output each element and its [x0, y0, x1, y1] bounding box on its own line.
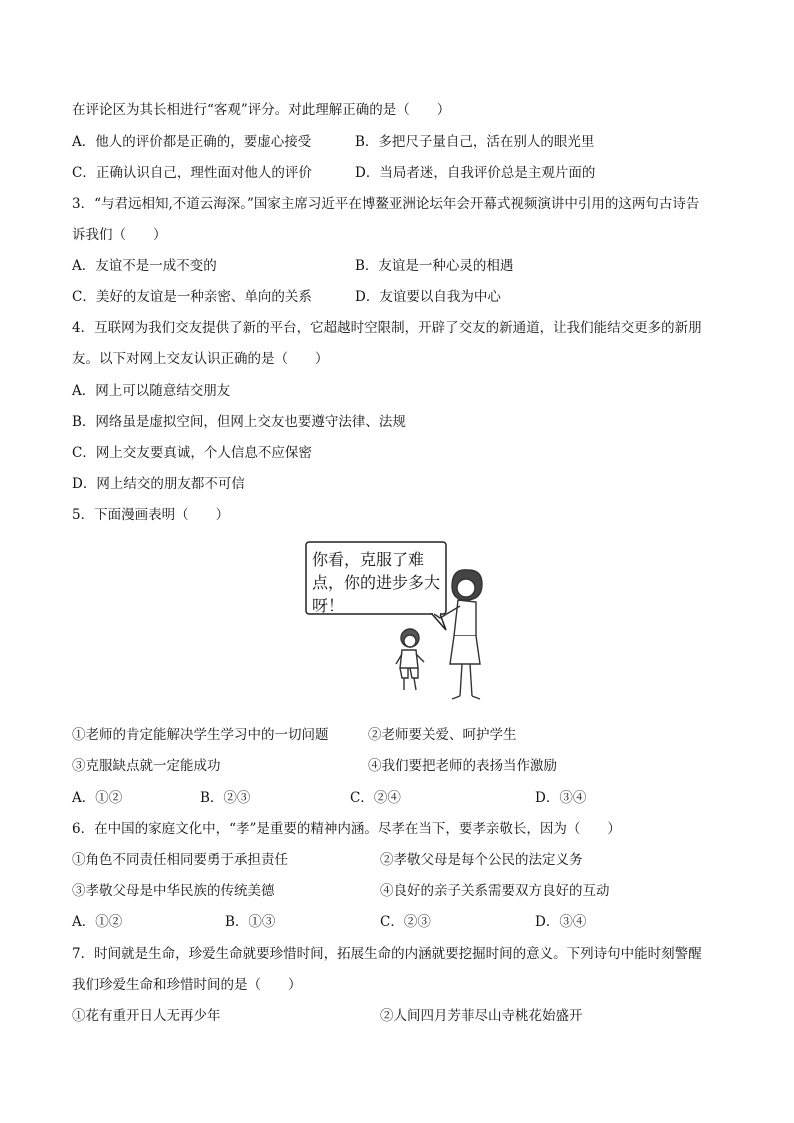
q6-option-a[interactable]: A．①② [72, 914, 123, 930]
q4-option-d[interactable]: D．网上结交的朋友都不可信 [72, 476, 245, 492]
q5-statement-2: ②老师要关爱、呵护学生 [368, 727, 517, 743]
child-figure [396, 629, 424, 690]
q5-option-b[interactable]: B．②③ [200, 790, 251, 806]
q2-option-a[interactable]: A．他人的评价都是正确的，要虚心接受 [72, 134, 312, 150]
q2-option-c[interactable]: C．正确认识自己，理性面对他人的评价 [72, 165, 312, 181]
q3-option-d[interactable]: D．友谊要以自我为中心 [355, 289, 501, 305]
question-7-stem-cont: 我们珍爱生命和珍惜时间的是（ ） [72, 977, 302, 993]
q2-option-b[interactable]: B．多把尺子量自己，活在别人的眼光里 [355, 134, 595, 150]
question-6-stem: 6．在中国的家庭文化中，“孝”是重要的精神内涵。尽孝在当下，要孝亲敬长，因为（ ） [72, 821, 621, 837]
q3-option-a[interactable]: A．友谊不是一成不变的 [72, 258, 217, 274]
q5-option-d[interactable]: D．③④ [535, 790, 587, 806]
q4-option-a[interactable]: A．网上可以随意结交朋友 [72, 383, 231, 399]
q6-statement-2: ②孝敬父母是每个公民的法定义务 [380, 852, 583, 868]
q6-statement-3: ③孝敬父母是中华民族的传统美德 [72, 883, 275, 899]
q5-statement-4: ④我们要把老师的表扬当作激励 [368, 758, 557, 774]
q3-option-c[interactable]: C．美好的友谊是一种亲密、单向的关系 [72, 289, 312, 305]
question-2-stem-tail: 在评论区为其长相进行“客观”评分。对此理解正确的是（ ） [72, 102, 451, 118]
q5-option-a[interactable]: A．①② [72, 790, 123, 806]
q5-statement-3: ③克服缺点就一定能成功 [72, 758, 221, 774]
q2-option-d[interactable]: D．当局者迷，自我评价总是主观片面的 [355, 165, 596, 181]
q5-statement-1: ①老师的肯定能解决学生学习中的一切问题 [72, 727, 329, 743]
question-7-stem: 7．时间就是生命，珍爱生命就要珍惜时间，拓展生命的内涵就要挖掘时间的意义。下列诗句中能时刻警醒 [72, 946, 702, 962]
q4-option-b[interactable]: B．网络虽是虚拟空间，但网上交友也要遵守法律、法规 [72, 414, 406, 430]
q5-option-c[interactable]: C．②④ [350, 790, 401, 806]
q6-statement-1: ①角色不同责任相同要勇于承担责任 [72, 852, 288, 868]
q6-option-d[interactable]: D．③④ [535, 914, 587, 930]
q6-option-c[interactable]: C．②③ [380, 914, 431, 930]
question-5-stem: 5．下面漫画表明（ ） [72, 507, 230, 523]
q7-statement-2: ②人间四月芳菲尽山寺桃花始盛开 [380, 1008, 583, 1024]
q3-option-b[interactable]: B．友谊是一种心灵的相遇 [355, 258, 514, 274]
question-3-stem: 3．“与君远相知,不道云海深。”国家主席习近平在博鳌亚洲论坛年会开幕式视频演讲中引用的这两句古诗告 [72, 196, 700, 212]
question-3-stem-cont: 诉我们（ ） [72, 227, 167, 243]
q6-option-b[interactable]: B．①③ [225, 914, 276, 930]
q6-statement-4: ④良好的亲子关系需要双方良好的互动 [380, 883, 610, 899]
q7-statement-1: ①花有重开日人无再少年 [72, 1008, 221, 1024]
question-4-stem: 4．互联网为我们交友提供了新的平台，它超越时空限制，开辟了交友的新通道，让我们能结交更多的新朋 [72, 320, 702, 336]
speech-bubble-text: 你看，克服了难点，你的进步多大呀！ [312, 550, 441, 615]
question-4-stem-cont: 友。以下对网上交友认识正确的是（ ） [72, 351, 329, 367]
q4-option-c[interactable]: C．网上交友要真诚，个人信息不应保密 [72, 445, 312, 461]
